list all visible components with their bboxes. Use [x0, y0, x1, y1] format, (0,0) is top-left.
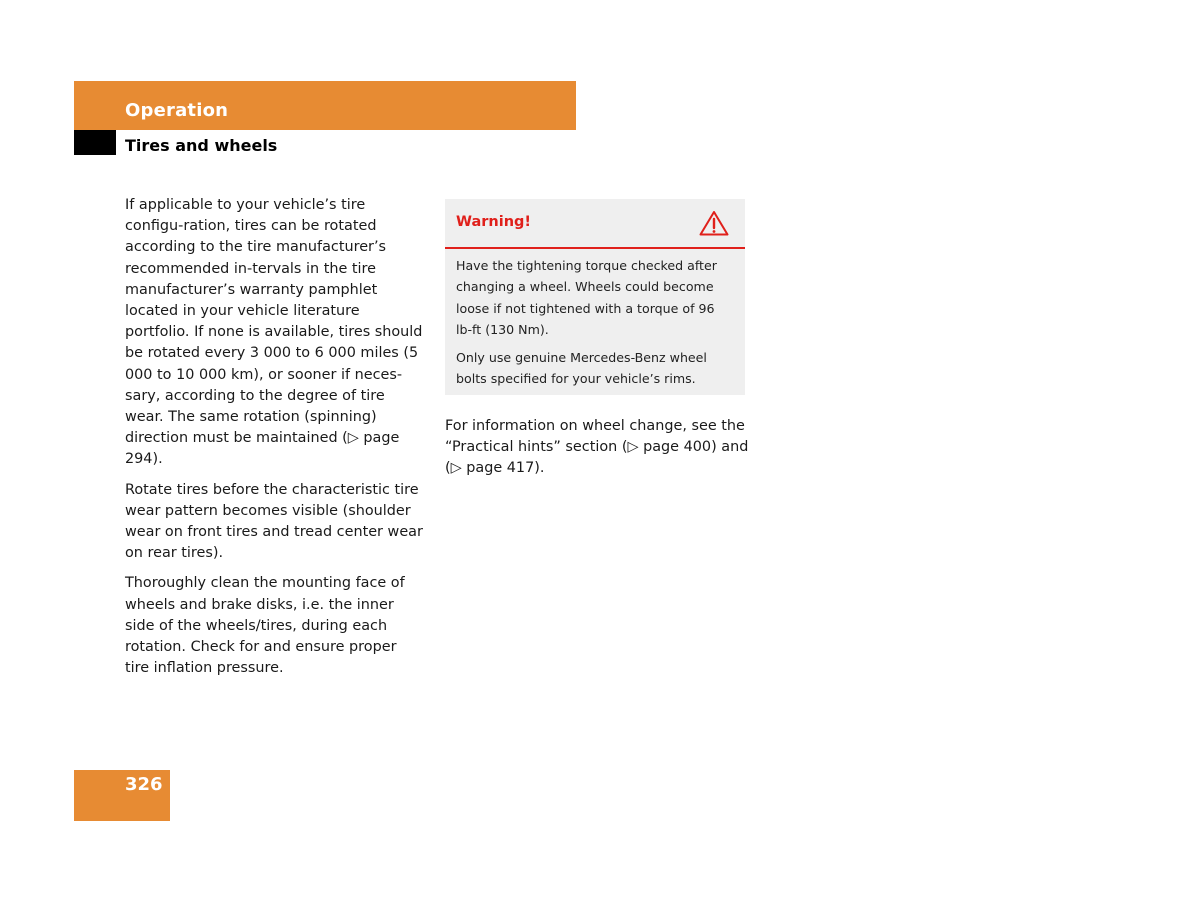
- warning-body: [445, 249, 745, 390]
- warning-triangle-icon: [699, 210, 729, 236]
- warning-box: [445, 199, 745, 395]
- body-paragraph: If applicable to your vehicle’s tire configu-ration, tires can be rotated according to the tire manufacturer’s recommended in-tervals in the tire manufacturer’s warranty pamphlet located in your vehicle literature portfolio. If none is available, tires should be rotated every 3 000 to 6 000 miles (5 000 to 10 000 km), or sooner if neces-sary, according to the degree of tire wear. The same rotation (spinning) direction must be maintained (▷ page 294).: [125, 197, 423, 468]
- body-paragraph: Thoroughly clean the mounting face of wheels and brake disks, i.e. the inner side of the wheels/tires, during each rotation. Check for and ensure proper tire inflation pressure.: [125, 575, 405, 677]
- left-column: [125, 195, 425, 688]
- subsection-title: Tires and wheels: [125, 136, 278, 155]
- warning-header: [445, 199, 745, 249]
- subsection-marker: [74, 130, 116, 155]
- body-paragraph: Rotate tires before the characteristic tire wear pattern becomes visible (shoulder wear on front tires and tread center wear on rear tires).: [125, 481, 423, 562]
- warning-paragraph: Only use genuine Mercedes-Benz wheel bolts specified for your vehicle’s rims.: [456, 350, 707, 387]
- body-paragraph: For information on wheel change, see the “Practical hints” section (▷ page 400) and (▷ page 417).: [445, 418, 749, 477]
- warning-title: Warning!: [456, 214, 532, 230]
- page-number: 326: [125, 774, 163, 795]
- warning-paragraph: Have the tightening torque checked after changing a wheel. Wheels could become loose if not tightened with a torque of 96 lb-ft (130 Nm).: [456, 258, 717, 337]
- right-column: [445, 416, 755, 489]
- section-title: Operation: [125, 100, 229, 121]
